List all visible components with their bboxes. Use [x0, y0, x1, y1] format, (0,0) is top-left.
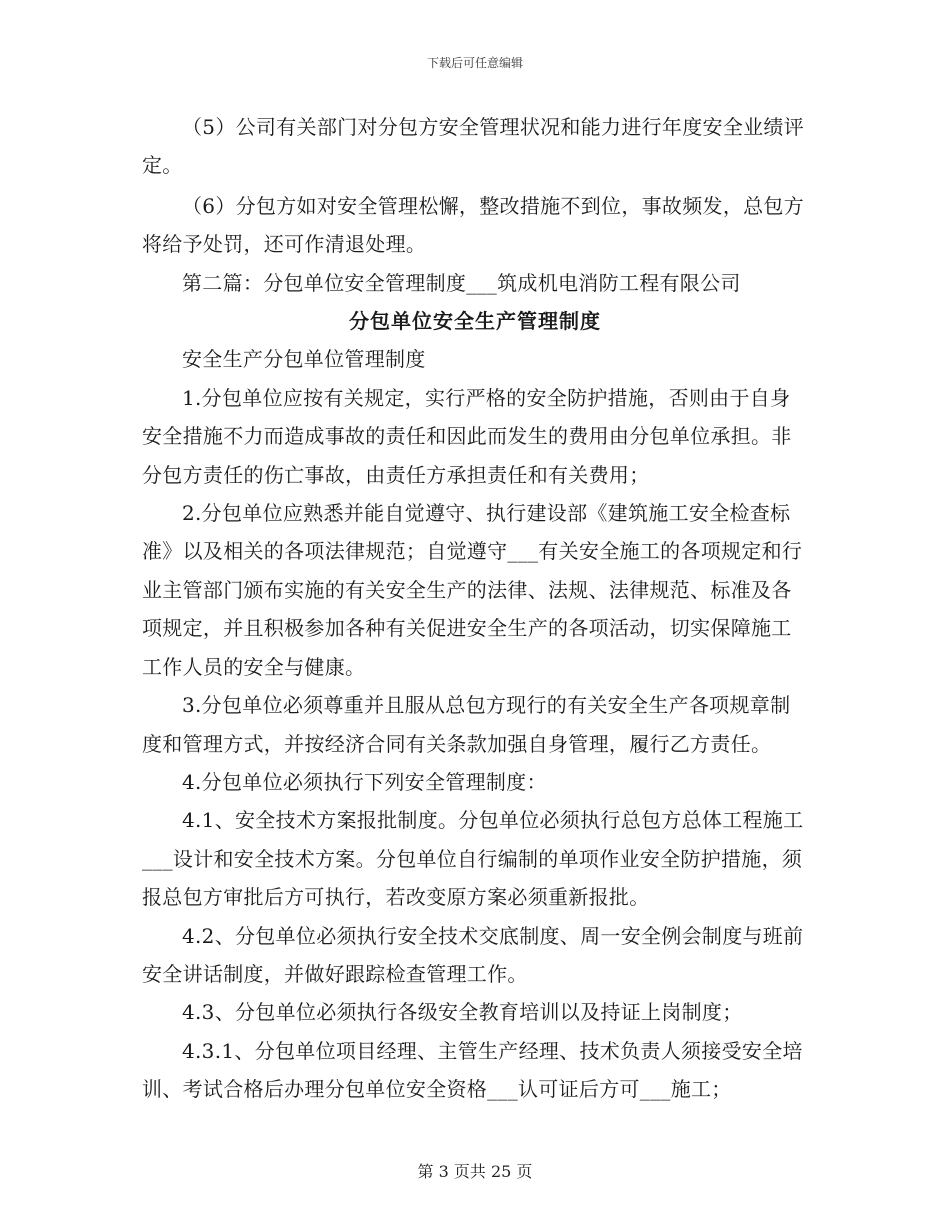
clause-2: 2.分包单位应熟悉并能自觉遵守、执行建设部《建筑施工安全检查标准》以及相关的各项法律规范；自觉遵守___有关安全施工的各项规定和行业主管部门颁布实施的有关安全生产的法律、法规、法律规范、标准及各项规定，并且积极参加各种有关促进安全生产的各项活动，切实保障施工工作人员的安全与健康。	[142, 501, 803, 679]
clause-4-1: 4.1、安全技术方案报批制度。分包单位必须执行总包方总体工程施工___设计和安全技术方案。分包单位自行编制的单项作业安全防护措施，须报总包方审批后方可执行，若改变原方案必须重新报批。	[142, 808, 804, 910]
clause-4: 4.分包单位必须执行下列安全管理制度：	[182, 769, 547, 794]
clause-4-3-1: 4.3.1、分包单位项目经理、主管生产经理、技术负责人须接受安全培训、考试合格后办理分包单位安全资格___认可证后方可___施工；	[142, 1038, 803, 1102]
clause-4-2: 4.2、分包单位必须执行安全技术交底制度、周一安全例会制度与班前安全讲话制度，并做好跟踪检查管理工作。	[142, 923, 804, 986]
document-title: 分包单位安全生产管理制度	[349, 309, 601, 334]
subtitle-paragraph: 安全生产分包单位管理制度	[182, 347, 426, 372]
document-body	[142, 108, 808, 1109]
section-heading-part-two: 第二篇：分包单位安全管理制度___筑成机电消防工程有限公司	[182, 270, 741, 295]
paragraph-6: （6）分包方如对安全管理松懈，整改措施不到位，事故频发，总包方将给予处罚，还可作清退处理。	[142, 193, 805, 257]
clause-4-3: 4.3、分包单位必须执行各级安全教育培训以及持证上岗制度；	[182, 1000, 743, 1025]
clause-3: 3.分包单位必须尊重并且服从总包方现行的有关安全生产各项规章制度和管理方式，并按经济合同有关条款加强自身管理，履行乙方责任。	[142, 693, 791, 756]
paragraph-5: （5）公司有关部门对分包方安全管理状况和能力进行年度安全业绩评定。	[142, 115, 805, 178]
clause-1: 1.分包单位应按有关规定，实行严格的安全防护措施，否则由于自身安全措施不力而造成事故的责任和因此而发生的费用由分包单位承担。非分包方责任的伤亡事故，由责任方承担责任和有关费用；	[142, 385, 792, 487]
page-footer: 第 3 页共 25 页	[417, 1162, 533, 1181]
page-header: 下载后可任意编辑	[426, 56, 523, 70]
